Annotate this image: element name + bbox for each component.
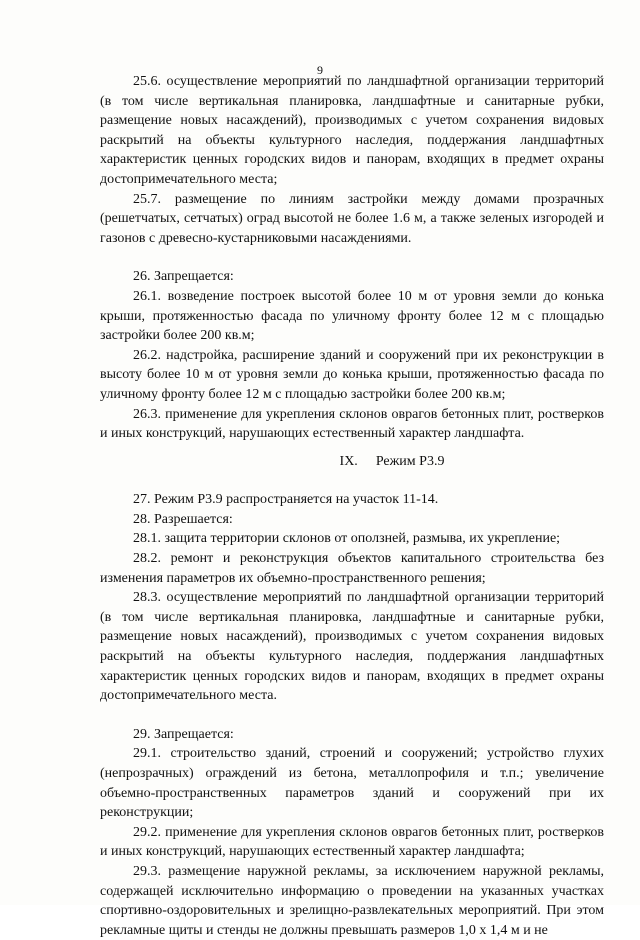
paragraph-29-3: 29.3. размещение наружной рекламы, за исключением наружной рекламы, содержащей исключительно информацию о проведении на указанных участках спортивно-оздоровительных и зрелищно-развлекательных мероприятий. При этом рекламные щиты и стенды не должны превышать размеров 1,0 х 1,4 м и не: [100, 863, 604, 938]
section-title: Режим Р3.9: [375, 453, 445, 469]
spacer: [100, 248, 604, 267]
paragraph-28-1: 28.1. защита территории склонов от оползней, размыва, их укрепление;: [133, 531, 561, 547]
paragraph-28: 28. Разрешается:: [133, 511, 233, 527]
spacer: [100, 444, 604, 452]
paragraph-29: 29. Запрещается:: [133, 726, 234, 742]
spacer: [100, 471, 604, 490]
paragraph-26-2: 26.2. надстройка, расширение зданий и сооружений при их реконструкции в высоту более 10 м от уровня земли до конька крыши, протяженностью фасада по уличному фронту более 12 м с площадью застройки более 200 кв.м;: [100, 347, 604, 402]
paragraph-26-1: 26.1. возведение построек высотой более 10 м от уровня земли до конька крыши, протяженностью фасада по уличному фронту более 12 м с площадью застройки более 200 кв.м;: [100, 288, 604, 344]
paragraph-27: 27. Режим Р3.9 распространяется на участок 11-14.: [133, 492, 439, 508]
paragraph-25-6: 25.6. осуществление мероприятий по ландшафтной организации территорий (в том числе вертикальная планировка, ландшафтные и санитарные рубки, размещение новых насаждений), производимых с учетом сохранения видовых раскрытий на объекты культурного наследия, поддержания ландшафтных характеристик ценных городских видов и панорам, входящих в предмет охраны достопримечательного места;: [100, 74, 604, 187]
spacer: [100, 706, 604, 725]
paragraph-26: 26. Запрещается:: [133, 269, 234, 285]
paragraph-25-7: 25.7. размещение по линиям застройки между домами прозрачных (решетчатых, сетчатых) оград высотой не более 1.6 м, а также зеленых изгородей и газонов с древесно-кустарниковыми насаждениями.: [100, 191, 604, 246]
paragraph-29-1: 29.1. строительство зданий, строений и сооружений; устройство глухих (непрозрачных) ограждений из бетона, металлопрофиля и т.п.; увеличение объемно-пространственных параметров зданий и сооружений при их реконструкции;: [100, 746, 604, 821]
section-heading: [100, 452, 604, 472]
section-number: IX.: [339, 453, 358, 469]
paragraph-29-2: 29.2. применение для укрепления склонов оврагов бетонных плит, ростверков и иных конструкций, нарушающих естественный характер ландшафта;: [100, 824, 604, 860]
page-number: 9: [317, 63, 323, 77]
paragraph-28-3: 28.3. осуществление мероприятий по ландшафтной организации территорий (в том числе вертикальная планировка, ландшафтные и санитарные рубки, размещение новых насаждений), производимых с учетом сохранения видовых раскрытий на объекты культурного наследия, поддержания ландшафтных характеристик ценных городских видов и панорам, входящих в предмет охраны достопримечательного места.: [100, 590, 604, 704]
paragraph-28-2: 28.2. ремонт и реконструкция объектов капитального строительства без изменения параметров их объемно-пространственного решения;: [100, 551, 604, 586]
paragraph-26-3: 26.3. применение для укрепления склонов оврагов бетонных плит, ростверков и иных конструкций, нарушающих естественный характер ландшафта.: [100, 406, 604, 442]
